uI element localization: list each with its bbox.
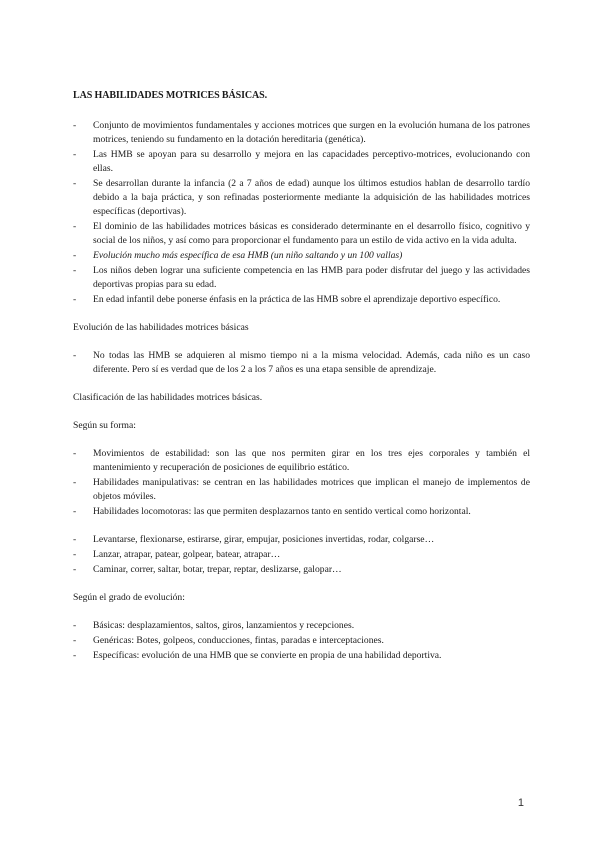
- page-number: 1: [517, 797, 524, 809]
- classification-heading: Clasificación de las habilidades motrices básicas.: [73, 392, 263, 403]
- list-item: - Levantarse, flexionarse, estirarse, girar, empujar, posiciones invertidas, rodar, colgarse…: [93, 533, 530, 547]
- list-item: - Conjunto de movimientos fundamentales y acciones motrices que surgen en la evolución humana de los patrones motrices, teniendo su fundamento en la dotación hereditaria (genética).: [93, 119, 530, 147]
- document-title: LAS HABILIDADES MOTRICES BÁSICAS.: [73, 90, 267, 101]
- intro-list: [73, 119, 530, 307]
- list-item: - Caminar, correr, saltar, botar, trepar, reptar, deslizarse, galopar…: [93, 563, 530, 577]
- document-content: [73, 89, 530, 677]
- form-heading: Según su forma:: [73, 420, 136, 431]
- list-item: - Evolución mucho más específica de esa HMB (un niño saltando y un 100 vallas): [93, 249, 530, 263]
- list-item: - El dominio de las habilidades motrices básicas es considerado determinante en el desarrollo físico, cognitivo y social de los niños, y así como para proporcionar el fundamento para un estilo de vida activo en la vida adulta.: [93, 220, 530, 248]
- list-item: - En edad infantil debe ponerse énfasis en la práctica de las HMB sobre el aprendizaje deportivo específico.: [93, 293, 530, 307]
- evolution-list: [73, 349, 530, 377]
- degree-heading: Según el grado de evolución:: [73, 592, 185, 603]
- list-item: - Lanzar, atrapar, patear, golpear, batear, atrapar…: [93, 548, 530, 562]
- list-item: - Los niños deben lograr una suficiente competencia en las HMB para poder disfrutar del juego y las actividades deportivas propias para su edad.: [93, 264, 530, 292]
- list-item: - Específicas: evolución de una HMB que se convierte en propia de una habilidad deportiva.: [93, 649, 530, 663]
- degree-list: [73, 619, 530, 663]
- form-list: [73, 447, 530, 519]
- evolution-heading: Evolución de las habilidades motrices básicas: [73, 322, 249, 333]
- action-list: [73, 533, 530, 577]
- list-item: - Habilidades manipulativas: se centran en las habilidades motrices que implican el manejo de implementos de objetos móviles.: [93, 476, 530, 504]
- list-item: - Las HMB se apoyan para su desarrollo y mejora en las capacidades perceptivo-motrices, evolucionando con ellas.: [93, 148, 530, 176]
- list-item: - Movimientos de estabilidad: son las que nos permiten girar en los tres ejes corporales y también el mantenimiento y recuperación de posiciones de equilibrio estático.: [93, 447, 530, 475]
- list-item: - Se desarrollan durante la infancia (2 a 7 años de edad) aunque los últimos estudios hablan de desarrollo tardío debido a la baja práctica, y son refinadas posteriormente mediante la adquisición de las habilidades motrices específicas (deportivas).: [93, 177, 530, 219]
- list-item: - Genéricas: Botes, golpeos, conducciones, fintas, paradas e interceptaciones.: [93, 634, 530, 648]
- list-item: - No todas las HMB se adquieren al mismo tiempo ni a la misma velocidad. Además, cada niño es un caso diferente. Pero sí es verdad que de los 2 a los 7 años es una etapa sensible de aprendizaje.: [93, 349, 530, 377]
- list-item: - Básicas: desplazamientos, saltos, giros, lanzamientos y recepciones.: [93, 619, 530, 633]
- list-item: - Habilidades locomotoras: las que permiten desplazarnos tanto en sentido vertical como horizontal.: [93, 505, 530, 519]
